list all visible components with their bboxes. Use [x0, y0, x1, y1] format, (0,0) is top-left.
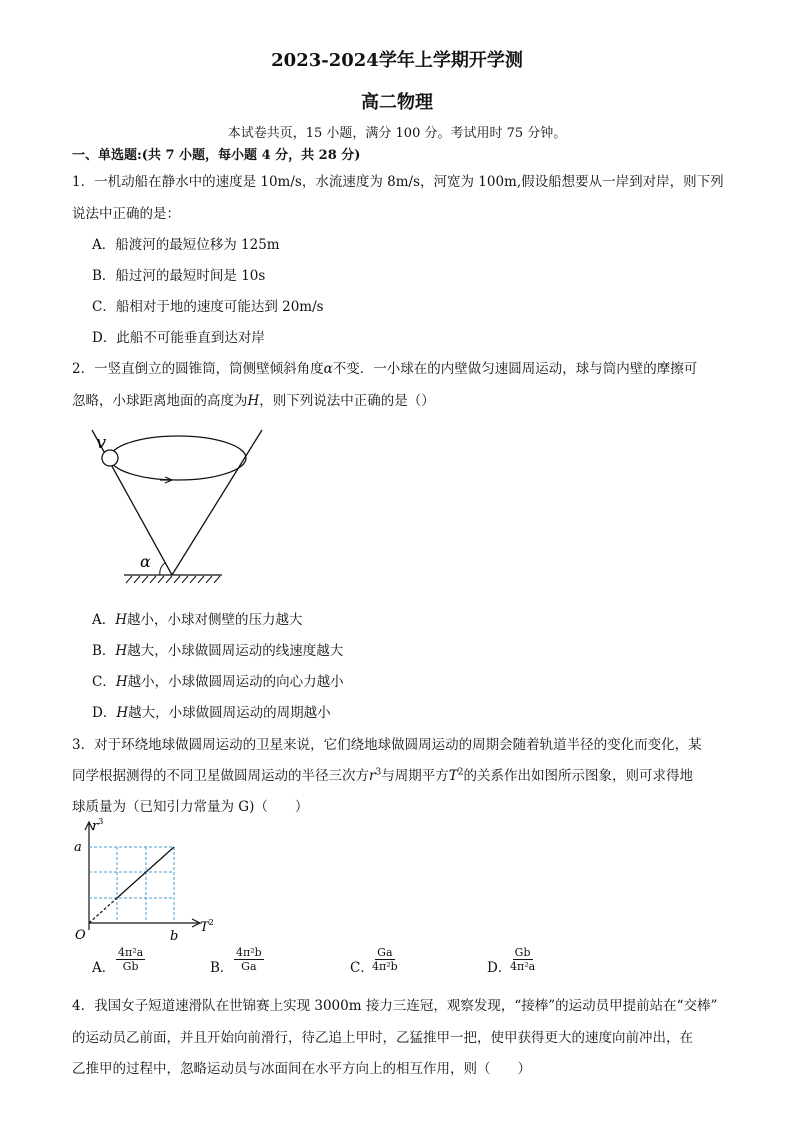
q3-option-b-fraction	[234, 946, 264, 973]
fig-v-label: v	[96, 432, 107, 453]
origin-label: O	[75, 928, 86, 943]
q2-H: H	[247, 393, 260, 409]
cone-figure	[80, 420, 280, 590]
q3-option-a-label: A．	[92, 960, 116, 976]
y-axis-label: $r^3$	[92, 818, 104, 834]
exam-info: 本试卷共页，15 小题，满分 100 分。考试用时 75 分钟。	[227, 126, 567, 141]
q1-line2: 说法中正确的是：	[72, 206, 180, 222]
q2-option-c-text: 越小，小球做圆周运动的向心力越小	[127, 674, 344, 690]
q2-option-c-label: C．	[92, 674, 116, 690]
q3-option-c-num: Ga	[377, 946, 393, 959]
q2-option-d-var: H	[116, 705, 129, 721]
q2-option-b-label: B．	[92, 643, 116, 659]
q1-option-b: B．船过河的最短时间是 10s	[92, 268, 266, 284]
angle-arc	[160, 563, 165, 575]
q2-line1-b: 不变．一小球在的内壁做匀速圆周运动，球与筒内壁的摩擦可	[332, 361, 698, 377]
q1-option-d: D．此船不可能垂直到达对岸	[92, 330, 265, 346]
q3-option-c-fraction	[372, 946, 398, 973]
q1-line1: 1．一机动船在静水中的速度是 10m/s，水流速度为 8m/s，河宽为 100m,假设船想要从一岸到对岸，则下列	[72, 174, 724, 190]
q3-T: T	[448, 768, 458, 784]
q3-option-d-fraction	[510, 946, 535, 973]
q3-line1: 3．对于环绕地球做圆周运动的卫星来说，它们绕地球做圆周运动的周期会随着轨道半径的变化而变化，某	[72, 737, 702, 753]
q2-option-b-var: H	[115, 643, 128, 659]
q3-option-b-num: 4π²b	[236, 946, 262, 959]
q2-line1-a: 2．一竖直倒立的圆锥筒，筒侧壁倾斜角度	[72, 361, 324, 377]
q2-option-b-text: 越大，小球做圆周运动的线速度越大	[127, 643, 344, 659]
q3-line3: 球质量为（已知引力常量为 G)（ ）	[72, 799, 309, 815]
cone-right-wall	[172, 430, 262, 575]
orbit-ellipse	[110, 436, 246, 480]
r3-T2-graph	[70, 818, 230, 946]
q2-option-a-label: A．	[92, 612, 116, 628]
q3-line2-c: 的关系作出如图所示图象，则可求得地	[463, 768, 693, 784]
q1-option-c: C．船相对于地的速度可能达到 20m/s	[92, 299, 324, 315]
q3-option-b-den: Ga	[241, 960, 257, 973]
q2-option-d	[92, 701, 331, 721]
q2-option-d-text: 越大，小球做圆周运动的周期越小	[128, 705, 331, 721]
q2-option-a	[92, 608, 303, 628]
q3-line2: 同学根据测得的不同卫星做圆周运动的半径三次方$r^3$与周期平方$T^2$的关系作出如图所示图象，则可求得地	[72, 767, 693, 784]
fig-alpha-label: α	[140, 552, 151, 571]
q3-option-c-den: 4π²b	[372, 960, 398, 973]
q4-line1: 4．我国女子短道速滑队在世锦赛上实现 3000m 接力三连冠，观察发现，“接棒”的运动员甲提前站在“交棒”	[72, 998, 718, 1014]
q3-line2-b: 与周期平方	[381, 768, 449, 784]
exam-title: 2023-2024学年上学期开学测	[271, 50, 523, 71]
q3-option-a-fraction	[116, 946, 145, 973]
q3-r: r	[369, 768, 376, 784]
q2-option-b	[92, 639, 343, 659]
q1-option-a: A．船渡河的最短位移为 125m	[92, 237, 280, 253]
q3-option-c-label: C．	[350, 960, 374, 976]
x-tick-b: b	[170, 929, 179, 944]
q3-option-a-den: Gb	[122, 960, 139, 973]
q2-line2-a: 忽略，小球距离地面的高度为	[72, 393, 248, 409]
extrapolated-line	[89, 898, 117, 923]
section-heading: 一、单选题:(共 7 小题，每小题 4 分，共 28 分)	[72, 148, 361, 163]
q3-option-b-label: B．	[210, 960, 234, 976]
q2-option-c-var: H	[115, 674, 128, 690]
q2-option-a-var: H	[115, 612, 128, 628]
ground-hatching	[126, 576, 220, 583]
q2-option-a-text: 越小，小球对侧壁的压力越大	[127, 612, 303, 628]
exam-subtitle: 高二物理	[361, 92, 433, 113]
q3-line2-a: 同学根据测得的不同卫星做圆周运动的半径三次方	[72, 768, 369, 784]
q2-alpha: α	[323, 361, 333, 377]
q3-option-a-num: 4π²a	[118, 946, 144, 959]
x-axis-label: $T^2$	[200, 918, 214, 935]
q2-line2-b: ，则下列说法中正确的是（）	[259, 393, 435, 409]
q2-line1	[72, 357, 697, 377]
q2-option-d-label: D．	[92, 705, 117, 721]
q3-option-d-den: 4π²a	[510, 960, 536, 973]
q3-option-d-num: Gb	[514, 946, 531, 959]
q2-line2	[72, 389, 435, 409]
q3-option-d-label: D．	[487, 960, 512, 976]
q2-option-c	[92, 670, 344, 690]
y-tick-a: a	[74, 840, 82, 855]
q4-line3: 乙推甲的过程中，忽略运动员与冰面间在水平方向上的相互作用，则（ ）	[72, 1061, 531, 1077]
q4-line2: 的运动员乙前面，并且开始向前滑行，待乙追上甲时，乙猛推甲一把，使甲获得更大的速度向前冲出，在	[72, 1030, 693, 1046]
